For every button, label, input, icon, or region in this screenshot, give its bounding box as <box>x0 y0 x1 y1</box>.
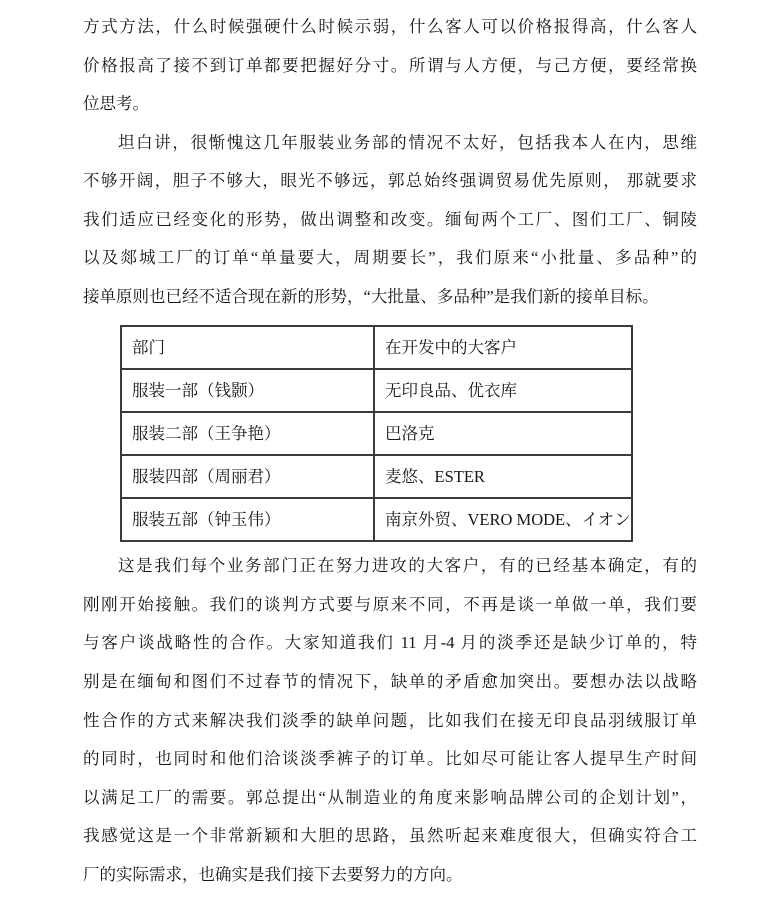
paragraph-block-bottom <box>83 547 697 894</box>
table-header-row <box>121 326 632 369</box>
table-cell: 服装二部（王争艳） <box>121 412 374 455</box>
text-line: 方式方法，什么时候强硬什么时候示弱，什么客人可以价格报得高，什么客人 <box>83 17 697 36</box>
text-line: 与客户谈战略性的合作。大家知道我们 11 月-4 月的淡季还是缺少订单的，特 <box>83 633 697 653</box>
table-row <box>121 412 632 455</box>
table-cell: 服装四部（周丽君） <box>121 455 374 498</box>
clients-table <box>120 325 633 542</box>
text-line: 不够开阔，胆子不够大，眼光不够远，郭总始终强调贸易优先原则， 那就要求 <box>83 171 697 191</box>
text-line: 接单原则也已经不适合现在新的形势，“大批量、多品种”是我们新的接单目标。 <box>83 286 659 306</box>
table-cell: 服装一部（钱颢） <box>121 369 374 412</box>
text-line: 价格报高了接不到订单都要把握好分寸。所谓与人方便，与己方便，要经常换 <box>83 55 697 75</box>
document-body <box>83 8 697 894</box>
table-cell: 麦悠、ESTER <box>374 455 632 498</box>
table-cell: 南京外贸、VERO MODE、イオン <box>374 498 632 541</box>
text-line: 这是我们每个业务部门正在努力进攻的大客户，有的已经基本确定，有的 <box>118 556 697 576</box>
text-line: 别是在缅甸和图们不过春节的情况下，缺单的矛盾愈加突出。要想办法以战略 <box>83 672 697 692</box>
text-line: 坦白讲，很惭愧这几年服装业务部的情况不太好，包括我本人在内，思维 <box>118 132 697 152</box>
text-line: 的同时，也同时和他们洽谈淡季裤子的订单。比如尽可能让客人提早生产时间 <box>83 749 697 769</box>
table-cell: 无印良品、优衣库 <box>374 369 632 412</box>
table-cell: 服装五部（钟玉伟） <box>121 498 374 541</box>
text-line: 位思考。 <box>83 94 149 114</box>
text-line: 性合作的方式来解决我们淡季的缺单问题，比如我们在接无印良品羽绒服订单 <box>83 710 697 730</box>
text-line: 厂的实际需求，也确实是我们接下去要努力的方向。 <box>83 864 463 884</box>
text-line: 以满足工厂的需要。郭总提出“从制造业的角度来影响品牌公司的企划计划”， <box>83 787 697 807</box>
table-header-cell: 在开发中的大客户 <box>374 326 632 369</box>
text-line: 我感觉这是一个非常新颖和大胆的思路，虽然听起来难度很大，但确实符合工 <box>83 826 697 846</box>
table-row <box>121 455 632 498</box>
table-cell: 巴洛克 <box>374 412 632 455</box>
table-header-cell: 部门 <box>121 326 374 369</box>
text-line: 我们适应已经变化的形势，做出调整和改变。缅甸两个工厂、图们工厂、铜陵 <box>83 209 697 229</box>
paragraph-block-top <box>83 8 697 316</box>
table-row <box>121 369 632 412</box>
text-line: 刚刚开始接触。我们的谈判方式要与原来不同，不再是谈一单做一单，我们要 <box>83 594 697 614</box>
table-row <box>121 498 632 541</box>
text-line: 以及郯城工厂的订单“单量要大，周期要长”，我们原来“小批量、多品种”的 <box>83 248 697 268</box>
